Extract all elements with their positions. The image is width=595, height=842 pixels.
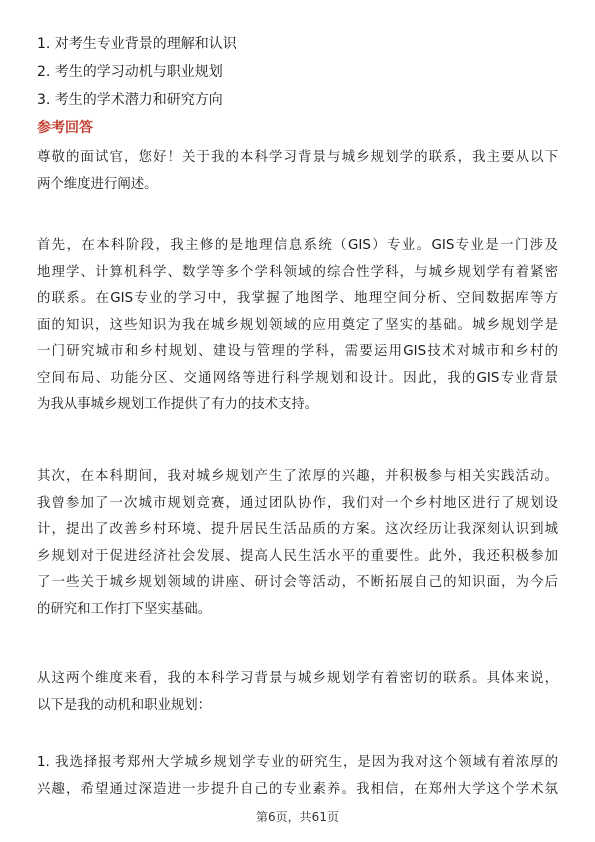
text-line: 的研究和工作打下坚实基础。 [37,601,212,617]
paragraph-practice [37,464,558,623]
paragraph-greeting [37,145,558,198]
text-line: 地理学、计算机科学、数学等多个学科领域的综合性学科，与城乡规划学有着紧密 [37,264,558,280]
question-list [37,30,557,114]
text-line: 从这两个维度来看，我的本科学习背景与城乡规划学有着密切的联系。具体来说， [37,671,558,686]
text-line: 为我从事城乡规划工作提供了有力的技术支持。 [37,397,319,412]
text-line: 首先，在本科阶段，我主修的是地理信息系统（GIS）专业。GIS专业是一门涉及 [37,238,558,253]
list-item: 2. 考生的学习动机与职业规划 [37,64,223,80]
text-line: 的联系。在GIS专业的学习中，我掌握了地图学、地理空间分析、空间数据库等方 [37,291,558,306]
reference-answer-heading: 参考回答 [37,120,93,136]
text-line: 其次，在本科期间，我对城乡规划产生了浓厚的兴趣，并积极参与相关实践活动。 [37,469,558,484]
paragraph-motivation [37,750,558,803]
text-line: 以下是我的动机和职业规划： [37,697,212,713]
text-line: 空间布局、功能分区、交通网络等进行科学规划和设计。因此，我的GIS专业背景 [37,370,558,386]
paragraph-summary [37,666,558,719]
text-line: 面的知识，这些知识为我在城乡规划领域的应用奠定了坚实的基础。城乡规划学是 [37,317,558,333]
paragraph-gis-background [37,233,558,419]
text-line: 1. 我选择报考郑州大学城乡规划学专业的研究生，是因为我对这个领域有着浓厚的 [37,755,558,770]
list-item: 3. 考生的学术潜力和研究方向 [37,92,223,108]
page-number-footer: 第6页，共61页 [256,810,339,824]
text-line: 一门研究城市和乡村规划、建设与管理的学科，需要运用GIS技术对城市和乡村的 [37,344,558,359]
text-line: 乡规划对于促进经济社会发展、提高人民生活水平的重要性。此外，我还积极参加 [37,548,558,564]
text-line: 兴趣，希望通过深造进一步提升自己的专业素养。我相信，在郑州大学这个学术氛 [37,781,558,797]
text-line: 我曾参加了一次城市规划竞赛，通过团队协作，我们对一个乡村地区进行了规划设 [37,495,558,511]
text-line: 计，提出了改善乡村环境、提升居民生活品质的方案。这次经历让我深刻认识到城 [37,522,558,537]
text-line: 尊敬的面试官，您好！关于我的本科学习背景与城乡规划学的联系，我主要从以下 [37,150,558,165]
list-item: 1. 对考生专业背景的理解和认识 [37,36,237,52]
text-line: 两个维度进行阐述。 [37,176,158,192]
text-line: 了一些关于城乡规划领域的讲座、研讨会等活动，不断拓展自己的知识面，为今后 [37,575,558,590]
